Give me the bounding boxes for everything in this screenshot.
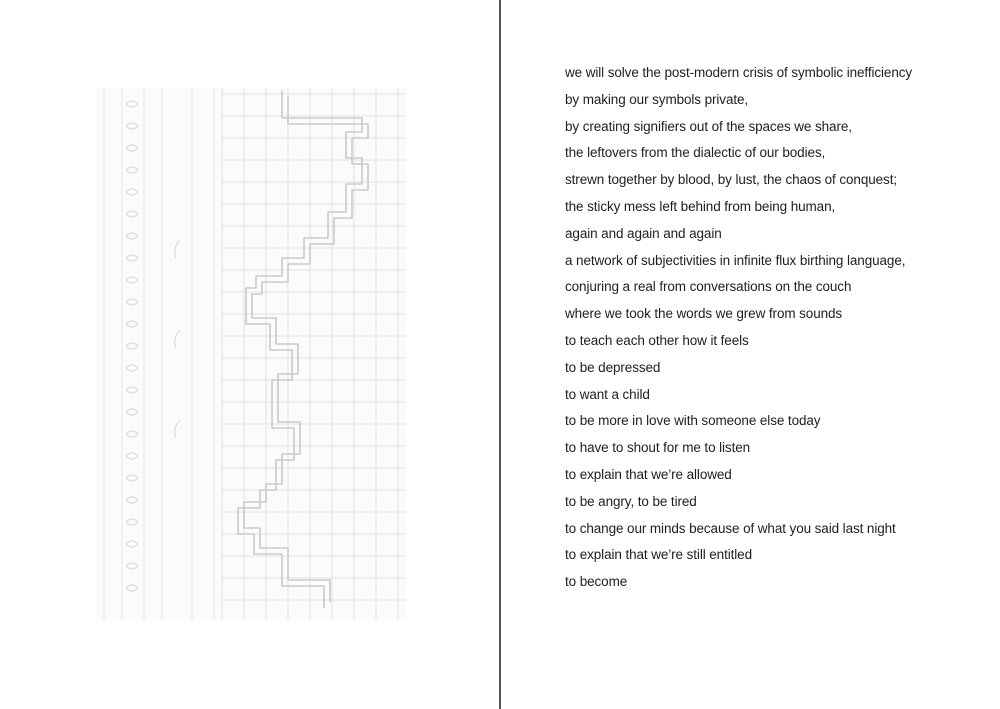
poem-line: the leftovers from the dialectic of our bodies, — [565, 145, 826, 161]
poem-line: to be more in love with someone else today — [565, 413, 821, 429]
poem-line: a network of subjectivities in infinite flux birthing language, — [565, 252, 906, 268]
poem-line: to become — [565, 574, 628, 590]
paper-sheet — [96, 88, 406, 620]
right-page — [501, 0, 1000, 709]
pencil-graph-drawing — [96, 88, 406, 620]
poem-line: where we took the words we grew from sounds — [565, 306, 843, 322]
poem-line: we will solve the post-modern crisis of symbolic inefficiency — [565, 65, 913, 80]
poem-text — [565, 64, 912, 600]
poem-line: to change our minds because of what you said last night — [565, 520, 896, 536]
poem-line: the sticky mess left behind from being human, — [565, 198, 836, 214]
poem-line: conjuring a real from conversations on the couch — [565, 279, 852, 295]
poem-line: strewn together by blood, by lust, the chaos of conquest; — [565, 172, 898, 188]
poem-line: to explain that we’re allowed — [565, 466, 732, 482]
poem-line: to teach each other how it feels — [565, 332, 749, 348]
poem-line: to want a child — [565, 386, 650, 402]
poem-line: to be depressed — [565, 359, 661, 375]
poem-line: again and again and again — [565, 225, 722, 241]
poem-line: to be angry, to be tired — [565, 493, 697, 509]
poem-line: by creating signifiers out of the spaces we share, — [565, 118, 852, 134]
poem-line: by making our symbols private, — [565, 91, 749, 107]
poem-line: to explain that we’re still entitled — [565, 547, 753, 563]
poem-line: to have to shout for me to listen — [565, 440, 751, 456]
